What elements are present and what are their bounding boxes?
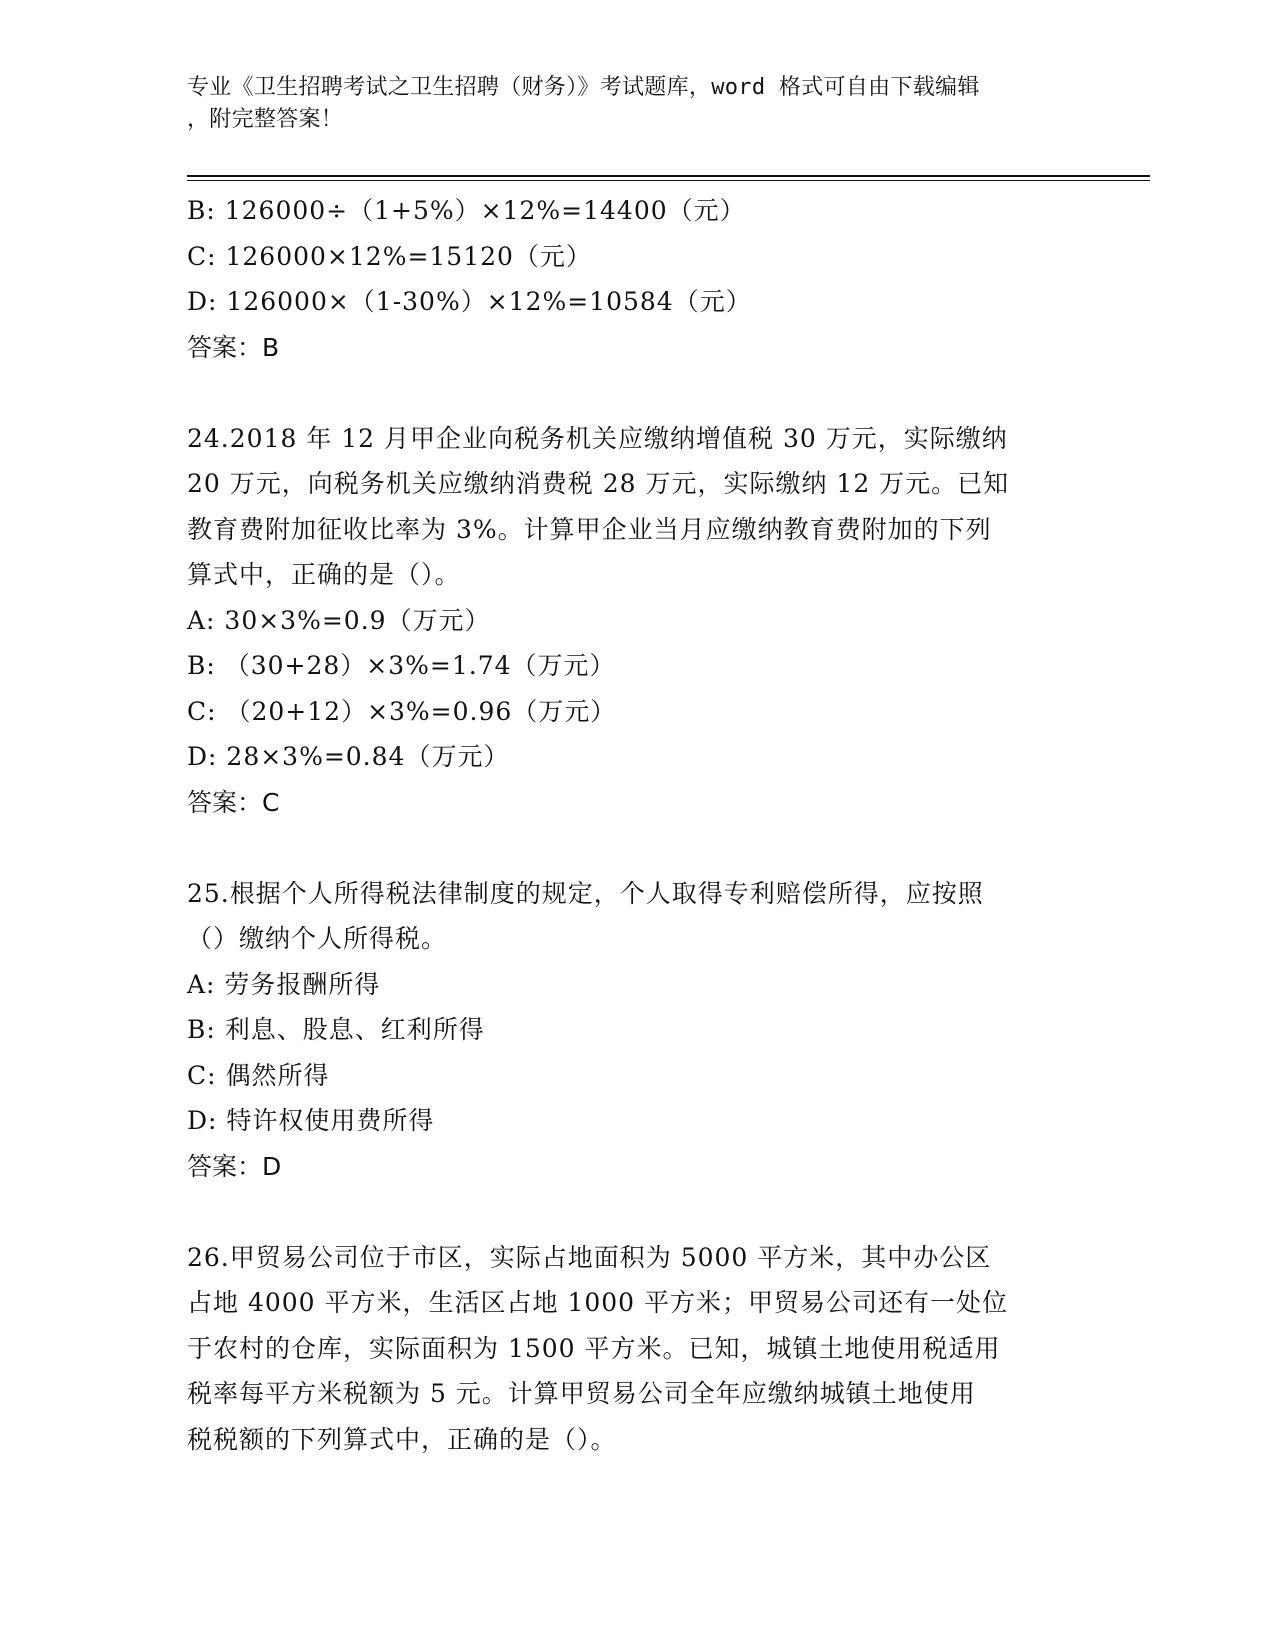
answer-line: 答案：C xyxy=(187,787,280,817)
divider-thin-line xyxy=(187,180,1150,181)
question-line: 教育费附加征收比率为 3%。计算甲企业当月应缴纳教育费附加的下列 xyxy=(187,514,992,544)
option-line: D: 126000×（1-30%）×12%=10584（元） xyxy=(187,287,752,316)
question-line: 于农村的仓库，实际面积为 1500 平方米。已知，城镇土地使用税适用 xyxy=(187,1333,1001,1363)
option-line: B: 利息、股息、红利所得 xyxy=(187,1015,485,1044)
question-line: （）缴纳个人所得税。 xyxy=(187,924,448,953)
question-line: 25.根据个人所得税法律制度的规定，个人取得专利赔偿所得，应按照 xyxy=(187,878,984,908)
option-line: B: 126000÷（1+5%）×12%=14400（元） xyxy=(187,196,746,225)
header-line-2: ，附完整答案！ xyxy=(187,107,344,132)
question-line: 占地 4000 平方米，生活区占地 1000 平方米；甲贸易公司还有一处位 xyxy=(187,1288,1009,1317)
option-line: A: 30×3%=0.9（万元） xyxy=(187,605,491,635)
option-line: C: 偶然所得 xyxy=(187,1060,330,1090)
question-line: 26.甲贸易公司位于市区，实际占地面积为 5000 平方米，其中办公区 xyxy=(187,1242,992,1272)
paragraph-gap xyxy=(187,1189,1087,1235)
divider-thick-line xyxy=(187,175,1150,177)
question-line: 算式中，正确的是（）。 xyxy=(187,560,461,589)
option-line: C: （20+12）×3%=0.96（万元） xyxy=(187,696,617,726)
option-line: C: 126000×12%=15120（元） xyxy=(187,241,592,271)
answer-line: 答案：D xyxy=(187,1151,282,1181)
document-body xyxy=(187,188,1087,1462)
document-header xyxy=(187,72,1087,136)
option-line: D: 特许权使用费所得 xyxy=(187,1106,435,1135)
question-line: 税率每平方米税额为 5 元。计算甲贸易公司全年应缴纳城镇土地使用 xyxy=(187,1379,976,1408)
paragraph-gap xyxy=(187,370,1087,416)
answer-line: 答案：B xyxy=(187,332,280,362)
header-line-1: 专业《卫生招聘考试之卫生招聘（财务）》考试题库，word 格式可自由下载编辑 xyxy=(187,75,980,100)
option-line: D: 28×3%=0.84（万元） xyxy=(187,742,510,771)
option-line: A: 劳务报酬所得 xyxy=(187,969,381,999)
question-line: 20 万元，向税务机关应缴纳消费税 28 万元，实际缴纳 12 万元。已知 xyxy=(187,469,1010,498)
question-line: 税税额的下列算式中，正确的是（）。 xyxy=(187,1424,617,1454)
option-line: B: （30+28）×3%=1.74（万元） xyxy=(187,651,616,680)
question-line: 24.2018 年 12 月甲企业向税务机关应缴纳增值税 30 万元，实际缴纳 xyxy=(187,423,1008,453)
paragraph-gap xyxy=(187,825,1087,871)
header-divider xyxy=(187,175,1150,181)
